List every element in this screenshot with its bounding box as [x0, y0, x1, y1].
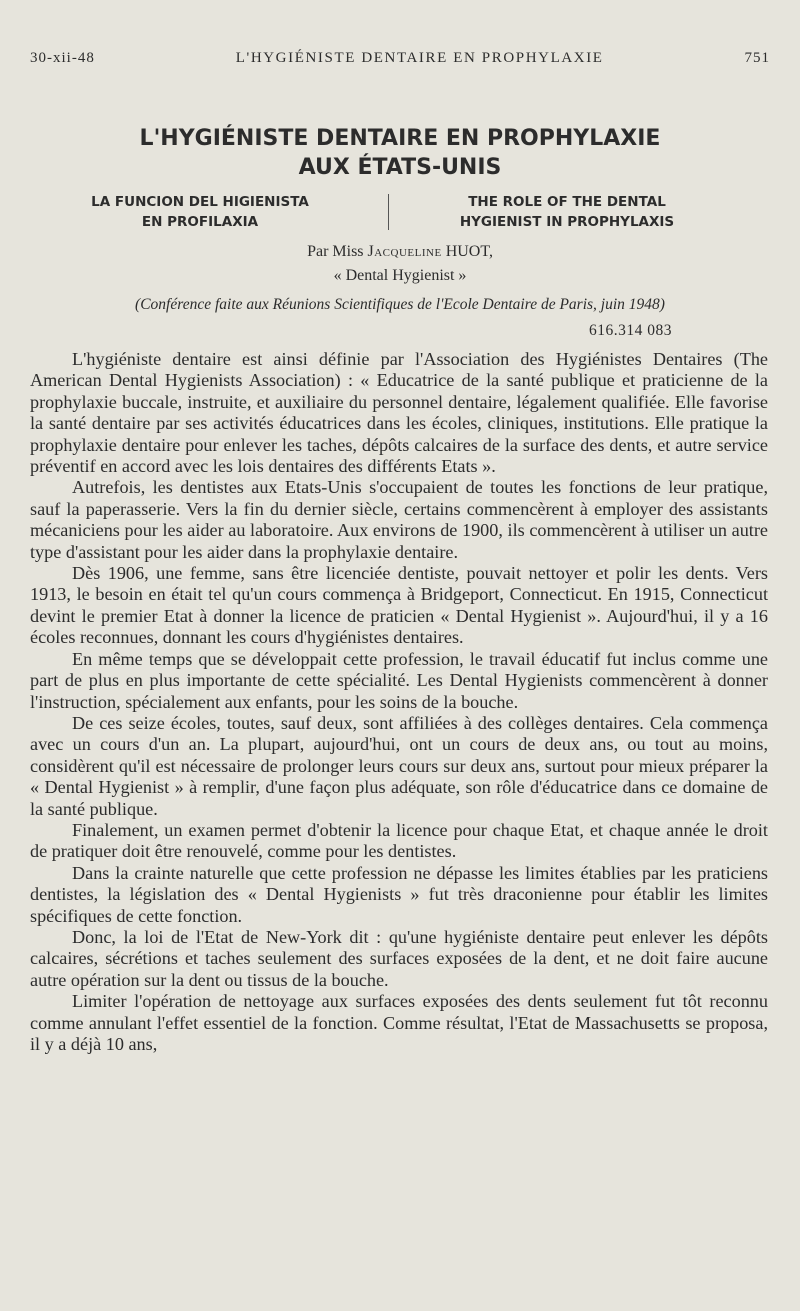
author-line — [0, 240, 800, 264]
subtitle-spanish-line-1: LA FUNCION DEL HIGIENISTA — [91, 194, 309, 210]
paragraph: En même temps que se développait cette profession, le travail éducatif fut inclus comme une part de plus en plus importante de cette spécialité. Les Dental Hygienists commencèrent à donner l'instruction, spécialement aux enfants, pour les soins de la bouche. — [30, 648, 768, 712]
author-role: « Dental Hygienist » — [333, 267, 467, 284]
byline-prefix: Par Miss — [307, 243, 364, 260]
running-title: L'HYGIÉNISTE DENTAIRE EN PROPHYLAXIE — [235, 50, 604, 66]
article-title — [0, 124, 800, 182]
translated-subtitles — [30, 192, 770, 232]
page-number: 751 — [744, 50, 770, 66]
paragraph: Finalement, un examen permet d'obtenir la licence pour chaque Etat, et chaque année le droit de pratiquer doit être renouvelé, comme pour les dentistes. — [30, 819, 768, 862]
subtitle-english-line-1: THE ROLE OF THE DENTAL — [468, 194, 666, 210]
paragraph: Dès 1906, une femme, sans être licenciée dentiste, pouvait nettoyer et polir les dents. Vers 1913, le besoin en était tel qu'un cours commença à Bridgeport, Connecticut. En 1915, Connecticut devint le premier Etat à donner la licence de praticien « Dental Hygienist ». Aujourd'hui, il y a 16 écoles reconnues, donnant les cours d'hygiénistes dentaires. — [30, 563, 768, 648]
subtitle-spanish — [30, 192, 370, 232]
byline — [0, 240, 800, 288]
paragraph: Autrefois, les dentistes aux Etats-Unis s'occupaient de toutes les fonctions de leur pratique, sauf la paperasserie. Vers la fin du dernier siècle, certains commencèrent à employer des assistants mécaniciens pour les aider au laboratoire. Aux environs de 1900, ils commencèrent à utiliser un autre type d'assistant pour les aider dans la prophylaxie dentaire. — [30, 477, 768, 562]
conference-note: (Conférence faite aux Réunions Scientifiques de l'Ecole Dentaire de Paris, juin 1948) — [135, 296, 665, 313]
article-title-line-2: AUX ÉTATS-UNIS — [298, 155, 502, 180]
issue-date: 30-xii-48 — [30, 50, 95, 66]
classification-number: 616.314 083 — [589, 322, 672, 339]
paragraph: Dans la crainte naturelle que cette profession ne dépasse les limites établies par les praticiens dentistes, la législation des « Dental Hygienists » fut très draconienne pour établir les limites spécifiques de cette fonction. — [30, 862, 768, 926]
running-header — [30, 50, 770, 67]
paragraph: De ces seize écoles, toutes, sauf deux, sont affiliées à des collèges dentaires. Cela commença avec un cours d'un an. La plupart, aujourd'hui, ont un cours de deux ans, ou tout au moins, considèrent qu'il est nécessaire de prolonger leurs cours sur deux ans, surtout pour mieux préparer la « Dental Hygienist » à remplir, d'une façon plus adéquate, son rôle d'éducatrice dans ce domaine de la santé publique. — [30, 712, 768, 819]
author-last-name: HUOT, — [445, 243, 493, 260]
paragraph: Donc, la loi de l'Etat de New-York dit : qu'une hygiéniste dentaire peut enlever les dépôts calcaires, sécrétions et taches seulement des surfaces exposées de la dent, et ne doit faire aucune autre opération sur la dent ou tissus de la bouche. — [30, 926, 768, 990]
author-first-name: Jacqueline — [367, 243, 442, 260]
subtitle-spanish-line-2: EN PROFILAXIA — [141, 214, 259, 230]
article-body — [30, 349, 768, 1055]
subtitle-english-line-2: HYGIENIST IN PROPHYLAXIS — [459, 214, 675, 230]
article-title-line-1: L'HYGIÉNISTE DENTAIRE EN PROPHYLAXIE — [139, 126, 661, 151]
subtitle-english — [407, 192, 727, 232]
subtitle-divider — [388, 194, 389, 230]
paragraph: L'hygiéniste dentaire est ainsi définie par l'Association des Hygiénistes Dentaires (The American Dental Hygienists Association) : « Educatrice de la santé publique et praticienne de la prophylaxie buccale, instruite, et auxiliaire du personnel dentaire, légalement qualifiée. Elle favorise la santé dentaire par ses activités éducatrices dans les écoles, cliniques, institutions. Elle pratique la prophylaxie dentaire pour enlever les taches, dépôts calcaires de la surface des dents, et autre service préventif en accord avec les lois dentaires des différents Etats ». — [30, 349, 768, 477]
paragraph: Limiter l'opération de nettoyage aux surfaces exposées des dents seulement fut tôt reconnu comme annulant l'effet essentiel de la fonction. Comme résultat, l'Etat de Massachusetts se proposa, il y a déjà 10 ans, — [30, 991, 768, 1054]
